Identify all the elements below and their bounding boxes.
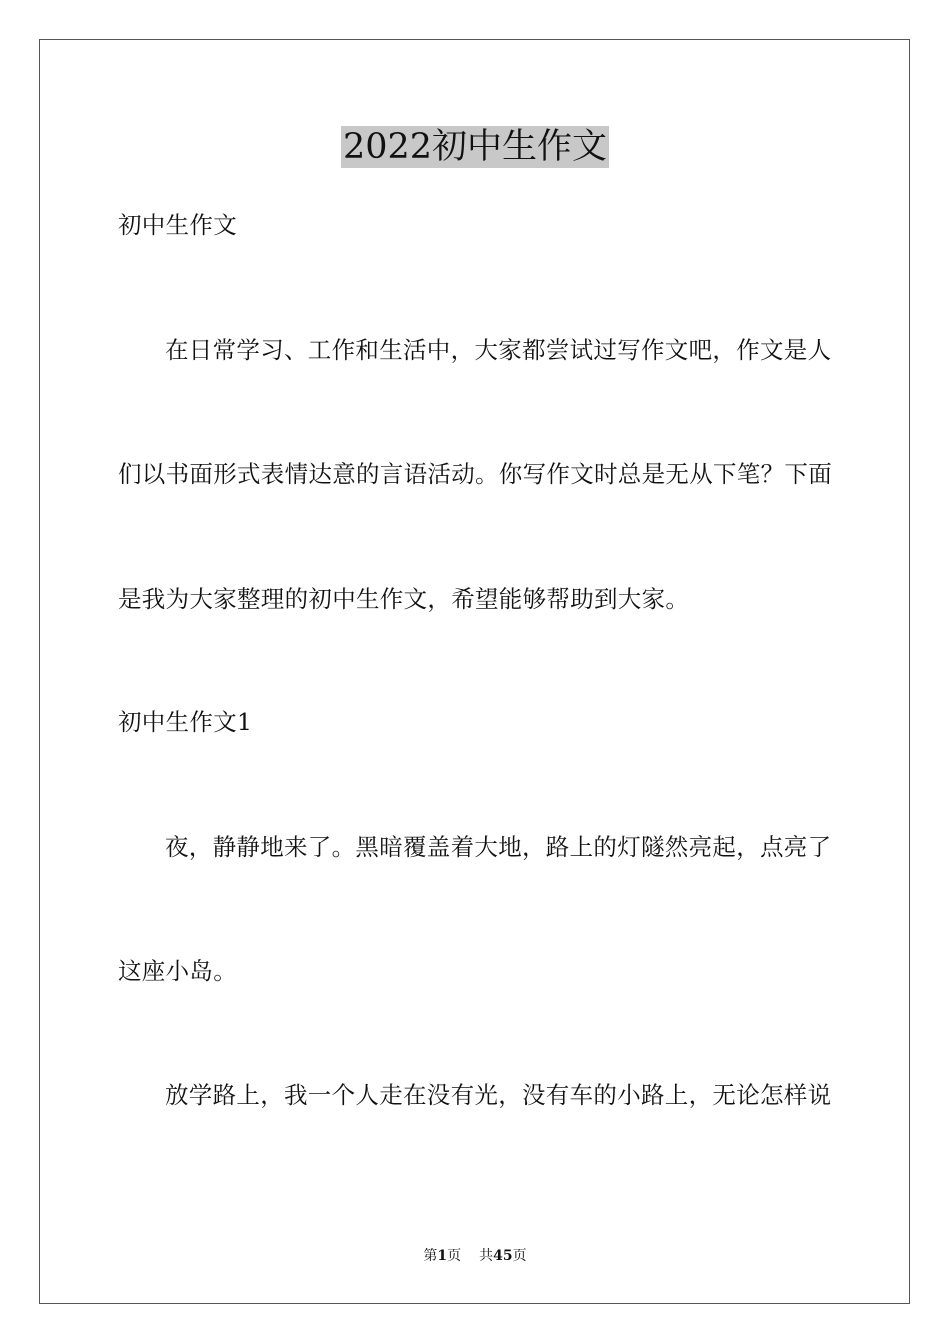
- paragraph-line: 放学路上，我一个人走在没有光，没有车的小路上，无论怎样说: [165, 1081, 832, 1109]
- paragraph-line: 这座小岛。: [118, 957, 237, 985]
- total-prefix: 共: [479, 1248, 494, 1264]
- paragraph-line: 们以书面形式表情达意的言语活动。你写作文时总是无从下笔？下面: [118, 460, 832, 488]
- paragraph-line: 是我为大家整理的初中生作文，希望能够帮助到大家。: [118, 585, 690, 613]
- section-heading: 初中生作文1: [118, 708, 253, 736]
- paragraph-line: 夜，静静地来了。黑暗覆盖着大地，路上的灯隧然亮起，点亮了: [165, 833, 832, 861]
- total-suffix: 页: [512, 1248, 527, 1264]
- page-footer: [0, 1246, 950, 1266]
- document-title: 2022初中生作文: [342, 127, 608, 167]
- page-prefix: 第: [423, 1248, 438, 1264]
- paragraph-line: 在日常学习、工作和生活中，大家都尝试过写作文吧，作文是人: [165, 336, 832, 364]
- title-container: [0, 126, 950, 168]
- total-pages: 45: [493, 1248, 513, 1264]
- section-heading: 初中生作文: [118, 211, 237, 239]
- page-number: 1: [437, 1248, 448, 1264]
- page-suffix: 页: [447, 1248, 462, 1264]
